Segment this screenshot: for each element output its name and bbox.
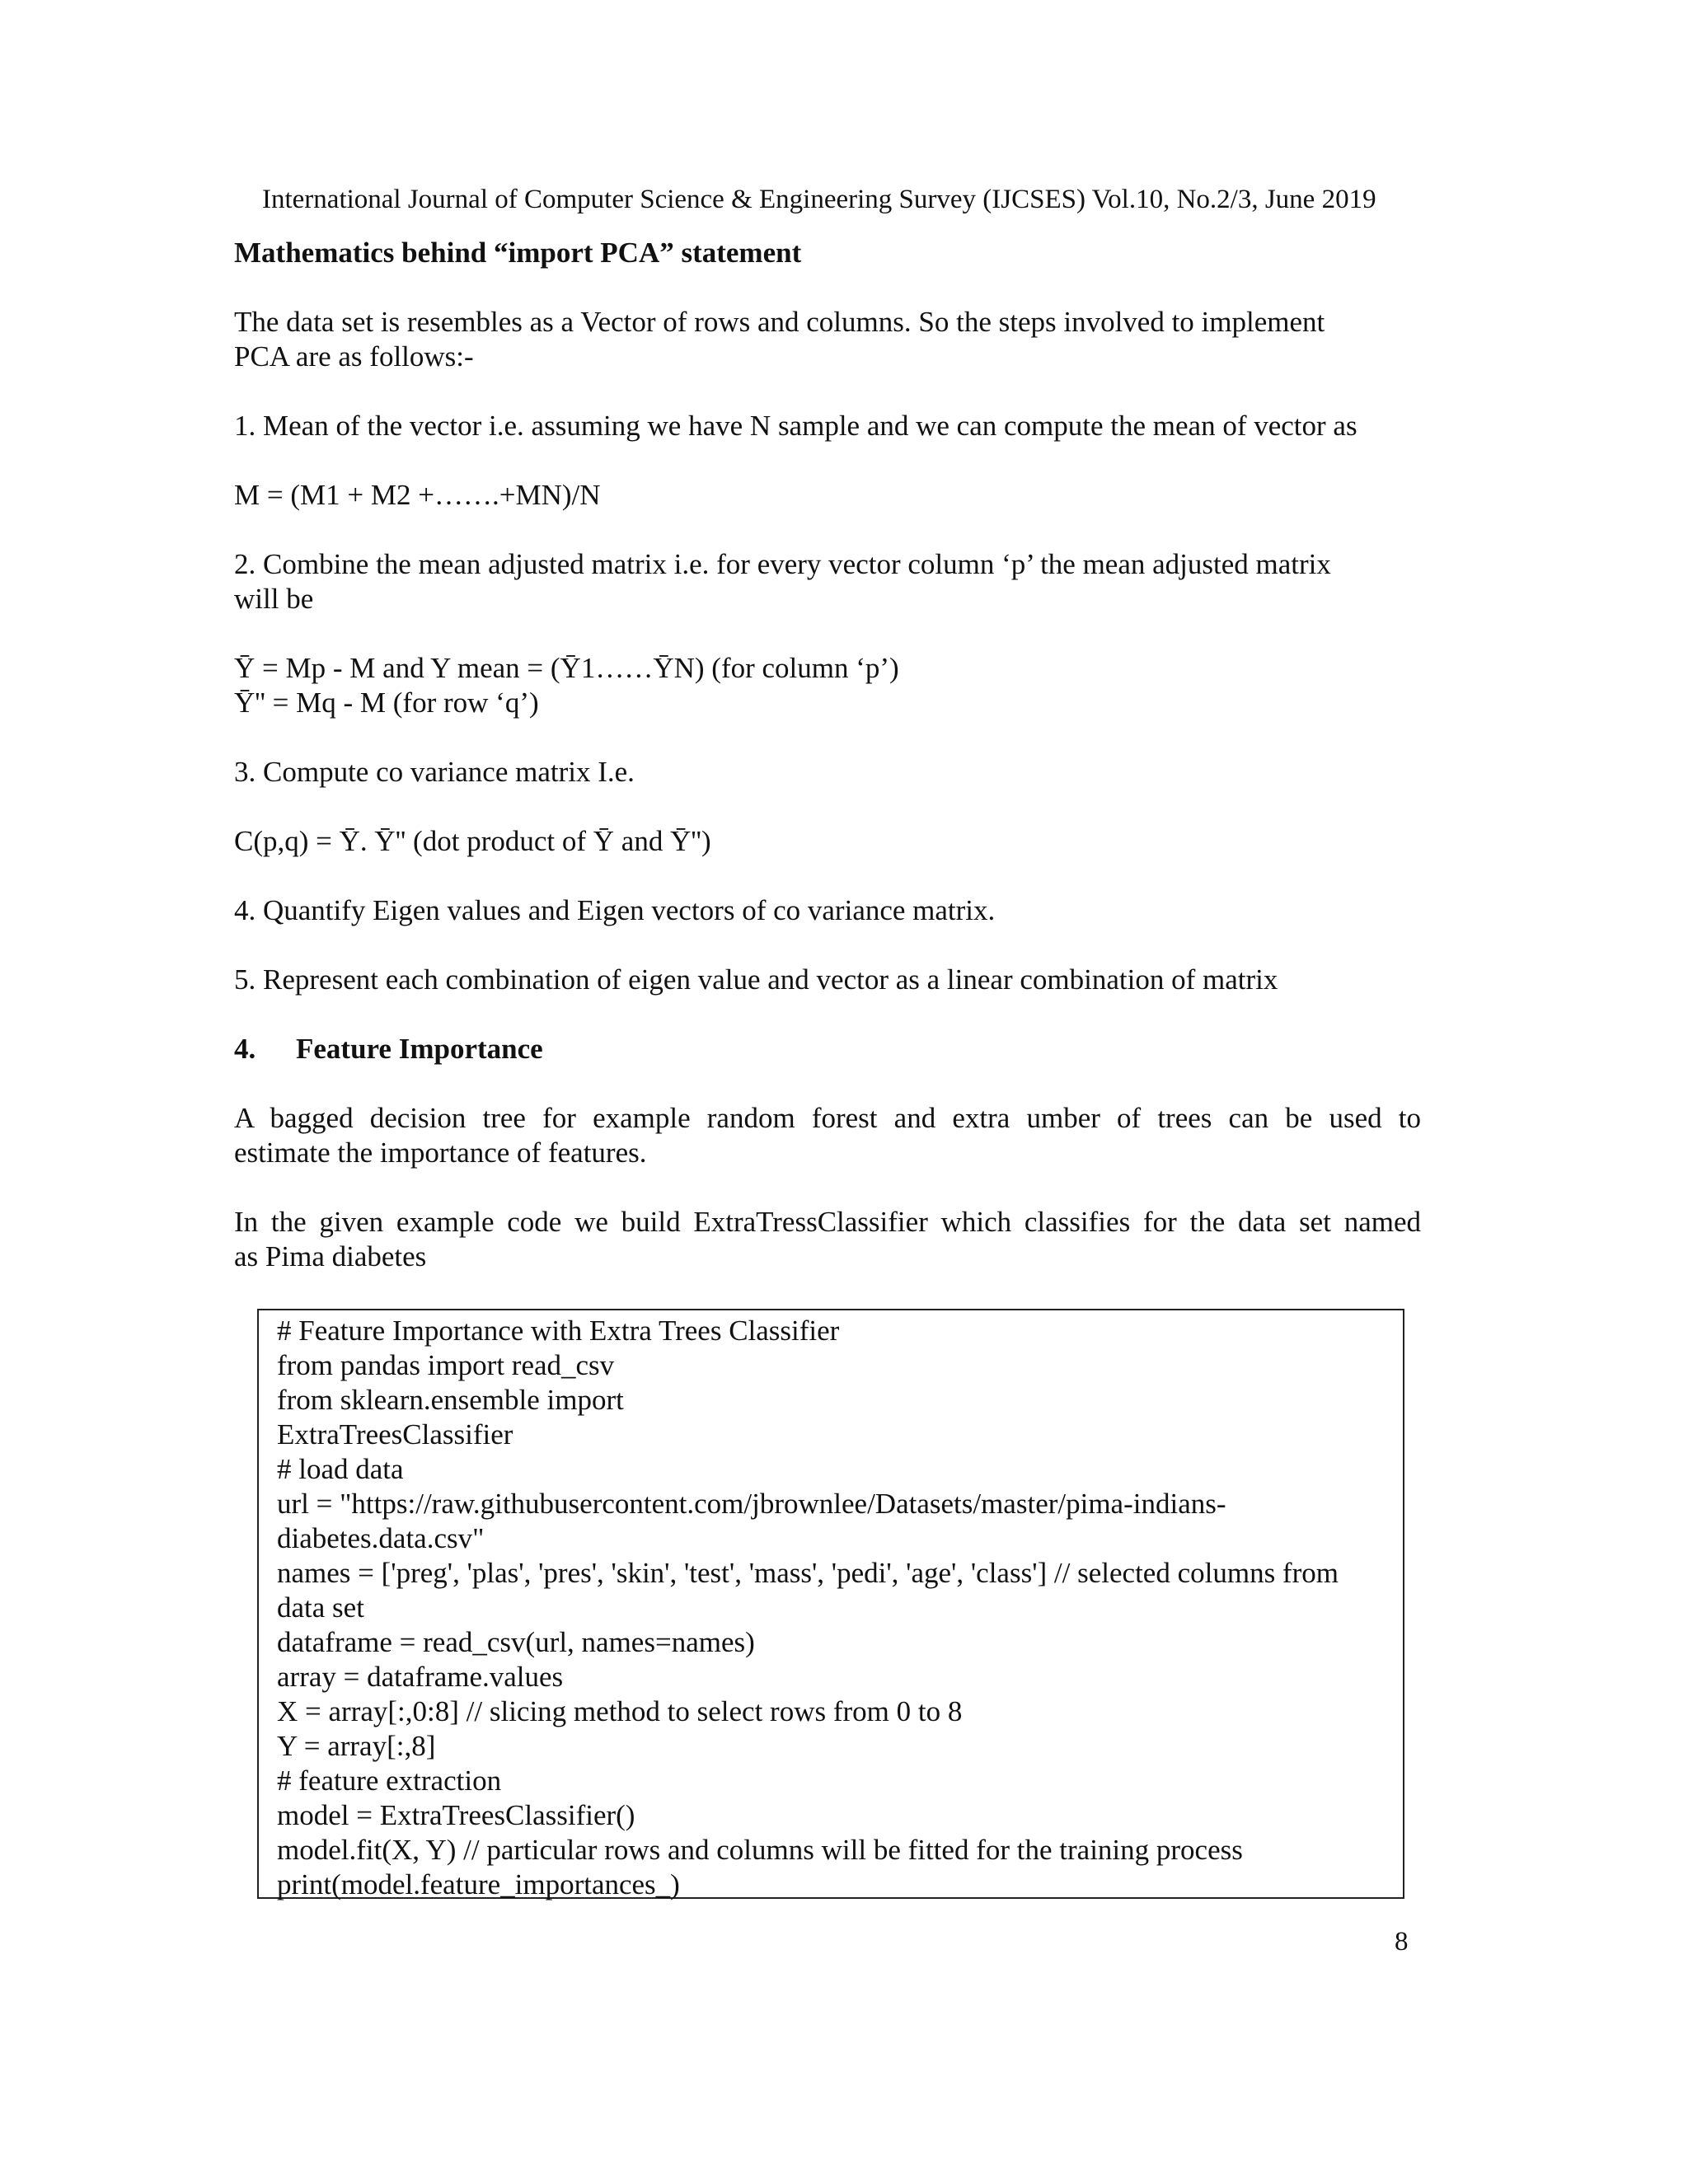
page-number: 8	[1395, 1927, 1409, 1957]
code-url-value: "https://raw.githubusercontent.com/jbrownlee/Datasets/master/pima-indians-	[340, 1488, 1226, 1520]
code-line: # Feature Importance with Extra Trees Classifier	[277, 1315, 840, 1347]
step-2-line: will be	[234, 583, 314, 615]
section-number: 4.	[234, 1033, 256, 1065]
code-line: model.fit(X, Y) // particular rows and columns will be fitted for the training process	[277, 1834, 1243, 1866]
paragraph-line: In the given example code we build ExtraTressClassifier which classifies for the data set named	[234, 1206, 1421, 1238]
code-line: model = ExtraTreesClassifier()	[277, 1799, 635, 1831]
section-heading-pca-math: Mathematics behind “import PCA” statement	[234, 237, 802, 269]
step-3-text: 3. Compute co variance matrix I.e.	[234, 756, 635, 788]
intro-paragraph	[234, 305, 1421, 374]
paragraph-line: A bagged decision tree for example random forest and extra umber of trees can be used to	[234, 1102, 1421, 1134]
code-line: X = array[:,0:8] // slicing method to select rows from 0 to 8	[277, 1695, 963, 1727]
code-listing-box	[257, 1309, 1404, 1899]
code-url-eq: =	[316, 1488, 333, 1520]
running-header: International Journal of Computer Science & Engineering Survey (IJCSES) Vol.10, No.2/3, June 2019	[262, 185, 1376, 214]
formula-mean: M = (M1 + M2 +…….+MN)/N	[234, 479, 601, 511]
code-line: from pandas import read_csv	[277, 1349, 615, 1381]
code-line: # load data	[277, 1453, 404, 1485]
step-4-text: 4. Quantify Eigen values and Eigen vectors of co variance matrix.	[234, 894, 996, 926]
step-5-text: 5. Represent each combination of eigen value and vector as a linear combination of matrix	[234, 963, 1278, 996]
code-names-left: names = ['preg', 'plas', 'pres', 'skin', 'test', 'mass', 'pedi', 'age', 'class'] //	[277, 1557, 1071, 1589]
code-line: print(model.feature_importances_)	[277, 1868, 680, 1900]
code-line-names	[277, 1556, 1394, 1591]
step-1-text: 1. Mean of the vector i.e. assuming we have N sample and we can compute the mean of vector as	[234, 410, 1357, 442]
formula-y-column: Ȳ = Mp - M and Y mean = (Ȳ1……ȲN) (for column ‘p’)	[234, 652, 899, 684]
paragraph-line: as Pima diabetes	[234, 1240, 427, 1272]
code-line: dataframe = read_csv(url, names=names)	[277, 1626, 755, 1658]
code-line: data set	[277, 1591, 364, 1624]
intro-line: The data set is resembles as a Vector of rows and columns. So the steps involved to implement	[234, 306, 1325, 338]
section-title: Feature Importance	[296, 1033, 543, 1065]
feature-paragraph-2	[234, 1205, 1421, 1274]
code-line-url	[277, 1487, 1394, 1521]
formula-y-row: Ȳ'' = Mq - M (for row ‘q’)	[234, 687, 539, 719]
code-line: diabetes.data.csv"	[277, 1522, 485, 1554]
code-url-var: url	[277, 1488, 309, 1520]
intro-line: PCA are as follows:-	[234, 340, 474, 373]
step-2-line: 2. Combine the mean adjusted matrix i.e. for every vector column ‘p’ the mean adjusted matrix	[234, 548, 1331, 580]
code-names-right: selected columns from	[1077, 1557, 1339, 1589]
paragraph-line: estimate the importance of features.	[234, 1137, 647, 1169]
formula-mean-adjusted	[234, 651, 1421, 720]
code-line: ExtraTreesClassifier	[277, 1418, 513, 1451]
formula-covariance: C(p,q) = Ȳ. Ȳ'' (dot product of Ȳ and Ȳ'')	[234, 825, 711, 857]
code-line: # feature extraction	[277, 1765, 502, 1797]
section-heading-feature-importance	[234, 1032, 543, 1066]
code-line: from sklearn.ensemble import	[277, 1384, 624, 1416]
code-line: array = dataframe.values	[277, 1661, 564, 1693]
step-2-paragraph	[234, 547, 1421, 616]
feature-paragraph-1	[234, 1101, 1421, 1170]
code-line: Y = array[:,8]	[277, 1730, 436, 1762]
